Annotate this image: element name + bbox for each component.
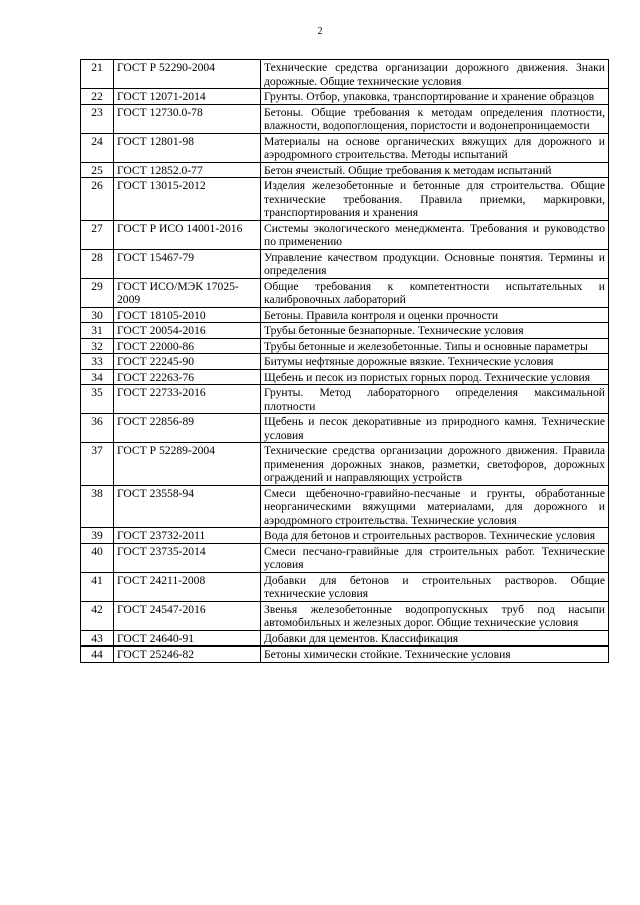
standard-code: ГОСТ 22856-89 bbox=[114, 414, 261, 443]
row-number: 39 bbox=[81, 528, 114, 544]
table-row bbox=[81, 528, 609, 544]
row-number: 27 bbox=[81, 220, 114, 249]
row-number: 28 bbox=[81, 249, 114, 278]
row-number: 30 bbox=[81, 307, 114, 323]
standard-title: Смеси песчано-гравийные для строительных работ. Технические условия bbox=[261, 543, 609, 572]
table-row bbox=[81, 133, 609, 162]
standard-code: ГОСТ Р 52290-2004 bbox=[114, 60, 261, 89]
row-number: 35 bbox=[81, 385, 114, 414]
standard-title: Изделия железобетонные и бетонные для строительства. Общие технические требования. Правила приемки, маркировки, транспортирования и хранения bbox=[261, 178, 609, 221]
standards-table-body bbox=[81, 60, 609, 663]
row-number: 34 bbox=[81, 369, 114, 385]
row-number: 32 bbox=[81, 338, 114, 354]
row-number: 42 bbox=[81, 601, 114, 630]
standard-code: ГОСТ 18105-2010 bbox=[114, 307, 261, 323]
standard-code: ГОСТ 24211-2008 bbox=[114, 572, 261, 601]
row-number: 22 bbox=[81, 89, 114, 105]
row-number: 38 bbox=[81, 485, 114, 528]
table-row bbox=[81, 630, 609, 646]
standard-code: ГОСТ 13015-2012 bbox=[114, 178, 261, 221]
standard-title: Вода для бетонов и строительных растворов. Технические условия bbox=[261, 528, 609, 544]
standard-title: Трубы бетонные безнапорные. Технические условия bbox=[261, 323, 609, 339]
standard-title: Щебень и песок из пористых горных пород. Технические условия bbox=[261, 369, 609, 385]
table-row bbox=[81, 178, 609, 221]
row-number: 36 bbox=[81, 414, 114, 443]
row-number: 37 bbox=[81, 443, 114, 486]
standard-code: ГОСТ 12730.0-78 bbox=[114, 104, 261, 133]
standard-code: ГОСТ 25246-82 bbox=[114, 646, 261, 662]
standard-code: ГОСТ 23735-2014 bbox=[114, 543, 261, 572]
standard-code: ГОСТ Р ИСО 14001-2016 bbox=[114, 220, 261, 249]
standard-title: Грунты. Метод лабораторного определения максимальной плотности bbox=[261, 385, 609, 414]
table-row bbox=[81, 646, 609, 662]
table-row bbox=[81, 354, 609, 370]
standard-title: Бетон ячеистый. Общие требования к методам испытаний bbox=[261, 162, 609, 178]
standard-title: Добавки для цементов. Классификация bbox=[261, 630, 609, 646]
standard-title: Смеси щебеночно-гравийно-песчаные и грунты, обработанные неорганическими вяжущими материалами, для дорожного и аэродромного строительства. Технические условия bbox=[261, 485, 609, 528]
standard-code: ГОСТ 12801-98 bbox=[114, 133, 261, 162]
row-number: 41 bbox=[81, 572, 114, 601]
table-row bbox=[81, 338, 609, 354]
standard-title: Технические средства организации дорожного движения. Правила применения дорожных знаков, разметки, светофоров, дорожных ограждений и направляющих устройств bbox=[261, 443, 609, 486]
standard-code: ГОСТ 22245-90 bbox=[114, 354, 261, 370]
row-number: 44 bbox=[81, 646, 114, 662]
standard-code: ГОСТ 24547-2016 bbox=[114, 601, 261, 630]
standard-code: ГОСТ 12071-2014 bbox=[114, 89, 261, 105]
standard-title: Щебень и песок декоративные из природного камня. Технические условия bbox=[261, 414, 609, 443]
table-row bbox=[81, 485, 609, 528]
standard-code: ГОСТ 23732-2011 bbox=[114, 528, 261, 544]
standard-code: ГОСТ 22000-86 bbox=[114, 338, 261, 354]
table-row bbox=[81, 543, 609, 572]
standard-title: Системы экологического менеджмента. Требования и руководство по применению bbox=[261, 220, 609, 249]
table-row bbox=[81, 60, 609, 89]
table-row bbox=[81, 249, 609, 278]
row-number: 26 bbox=[81, 178, 114, 221]
standard-code: ГОСТ 22263-76 bbox=[114, 369, 261, 385]
table-row bbox=[81, 278, 609, 307]
row-number: 23 bbox=[81, 104, 114, 133]
standard-code: ГОСТ ИСО/МЭК 17025-2009 bbox=[114, 278, 261, 307]
standard-title: Бетоны химически стойкие. Технические условия bbox=[261, 646, 609, 662]
standard-title: Бетоны. Правила контроля и оценки прочности bbox=[261, 307, 609, 323]
row-number: 40 bbox=[81, 543, 114, 572]
standard-title: Звенья железобетонные водопропускных труб под насыпи автомобильных и железных дорог. Общие технические условия bbox=[261, 601, 609, 630]
page-number: 2 bbox=[317, 26, 323, 37]
standard-title: Материалы на основе органических вяжущих для дорожного и аэродромного строительства. Методы испытаний bbox=[261, 133, 609, 162]
standard-title: Технические средства организации дорожного движения. Знаки дорожные. Общие технические условия bbox=[261, 60, 609, 89]
standards-table bbox=[80, 59, 609, 663]
row-number: 25 bbox=[81, 162, 114, 178]
standard-title: Грунты. Отбор, упаковка, транспортирование и хранение образцов bbox=[261, 89, 609, 105]
standard-code: ГОСТ 12852.0-77 bbox=[114, 162, 261, 178]
row-number: 33 bbox=[81, 354, 114, 370]
row-number: 43 bbox=[81, 630, 114, 646]
row-number: 21 bbox=[81, 60, 114, 89]
table-row bbox=[81, 414, 609, 443]
table-row bbox=[81, 162, 609, 178]
standard-title: Трубы бетонные и железобетонные. Типы и основные параметры bbox=[261, 338, 609, 354]
standard-title: Управление качеством продукции. Основные понятия. Термины и определения bbox=[261, 249, 609, 278]
table-row bbox=[81, 307, 609, 323]
table-row bbox=[81, 385, 609, 414]
standard-code: ГОСТ 20054-2016 bbox=[114, 323, 261, 339]
standard-title: Бетоны. Общие требования к методам определения плотности, влажности, водопоглощения, пористости и водонепроницаемости bbox=[261, 104, 609, 133]
row-number: 24 bbox=[81, 133, 114, 162]
standard-code: ГОСТ 23558-94 bbox=[114, 485, 261, 528]
table-row bbox=[81, 323, 609, 339]
standard-title: Битумы нефтяные дорожные вязкие. Технические условия bbox=[261, 354, 609, 370]
row-number: 29 bbox=[81, 278, 114, 307]
table-row bbox=[81, 369, 609, 385]
standard-code: ГОСТ 22733-2016 bbox=[114, 385, 261, 414]
table-row bbox=[81, 601, 609, 630]
standard-title: Общие требования к компетентности испытательных и калибровочных лабораторий bbox=[261, 278, 609, 307]
table-row bbox=[81, 443, 609, 486]
standard-title: Добавки для бетонов и строительных растворов. Общие технические условия bbox=[261, 572, 609, 601]
table-row bbox=[81, 220, 609, 249]
table-row bbox=[81, 89, 609, 105]
standard-code: ГОСТ 15467-79 bbox=[114, 249, 261, 278]
table-row bbox=[81, 104, 609, 133]
standard-code: ГОСТ Р 52289-2004 bbox=[114, 443, 261, 486]
table-row bbox=[81, 572, 609, 601]
row-number: 31 bbox=[81, 323, 114, 339]
standard-code: ГОСТ 24640-91 bbox=[114, 630, 261, 646]
